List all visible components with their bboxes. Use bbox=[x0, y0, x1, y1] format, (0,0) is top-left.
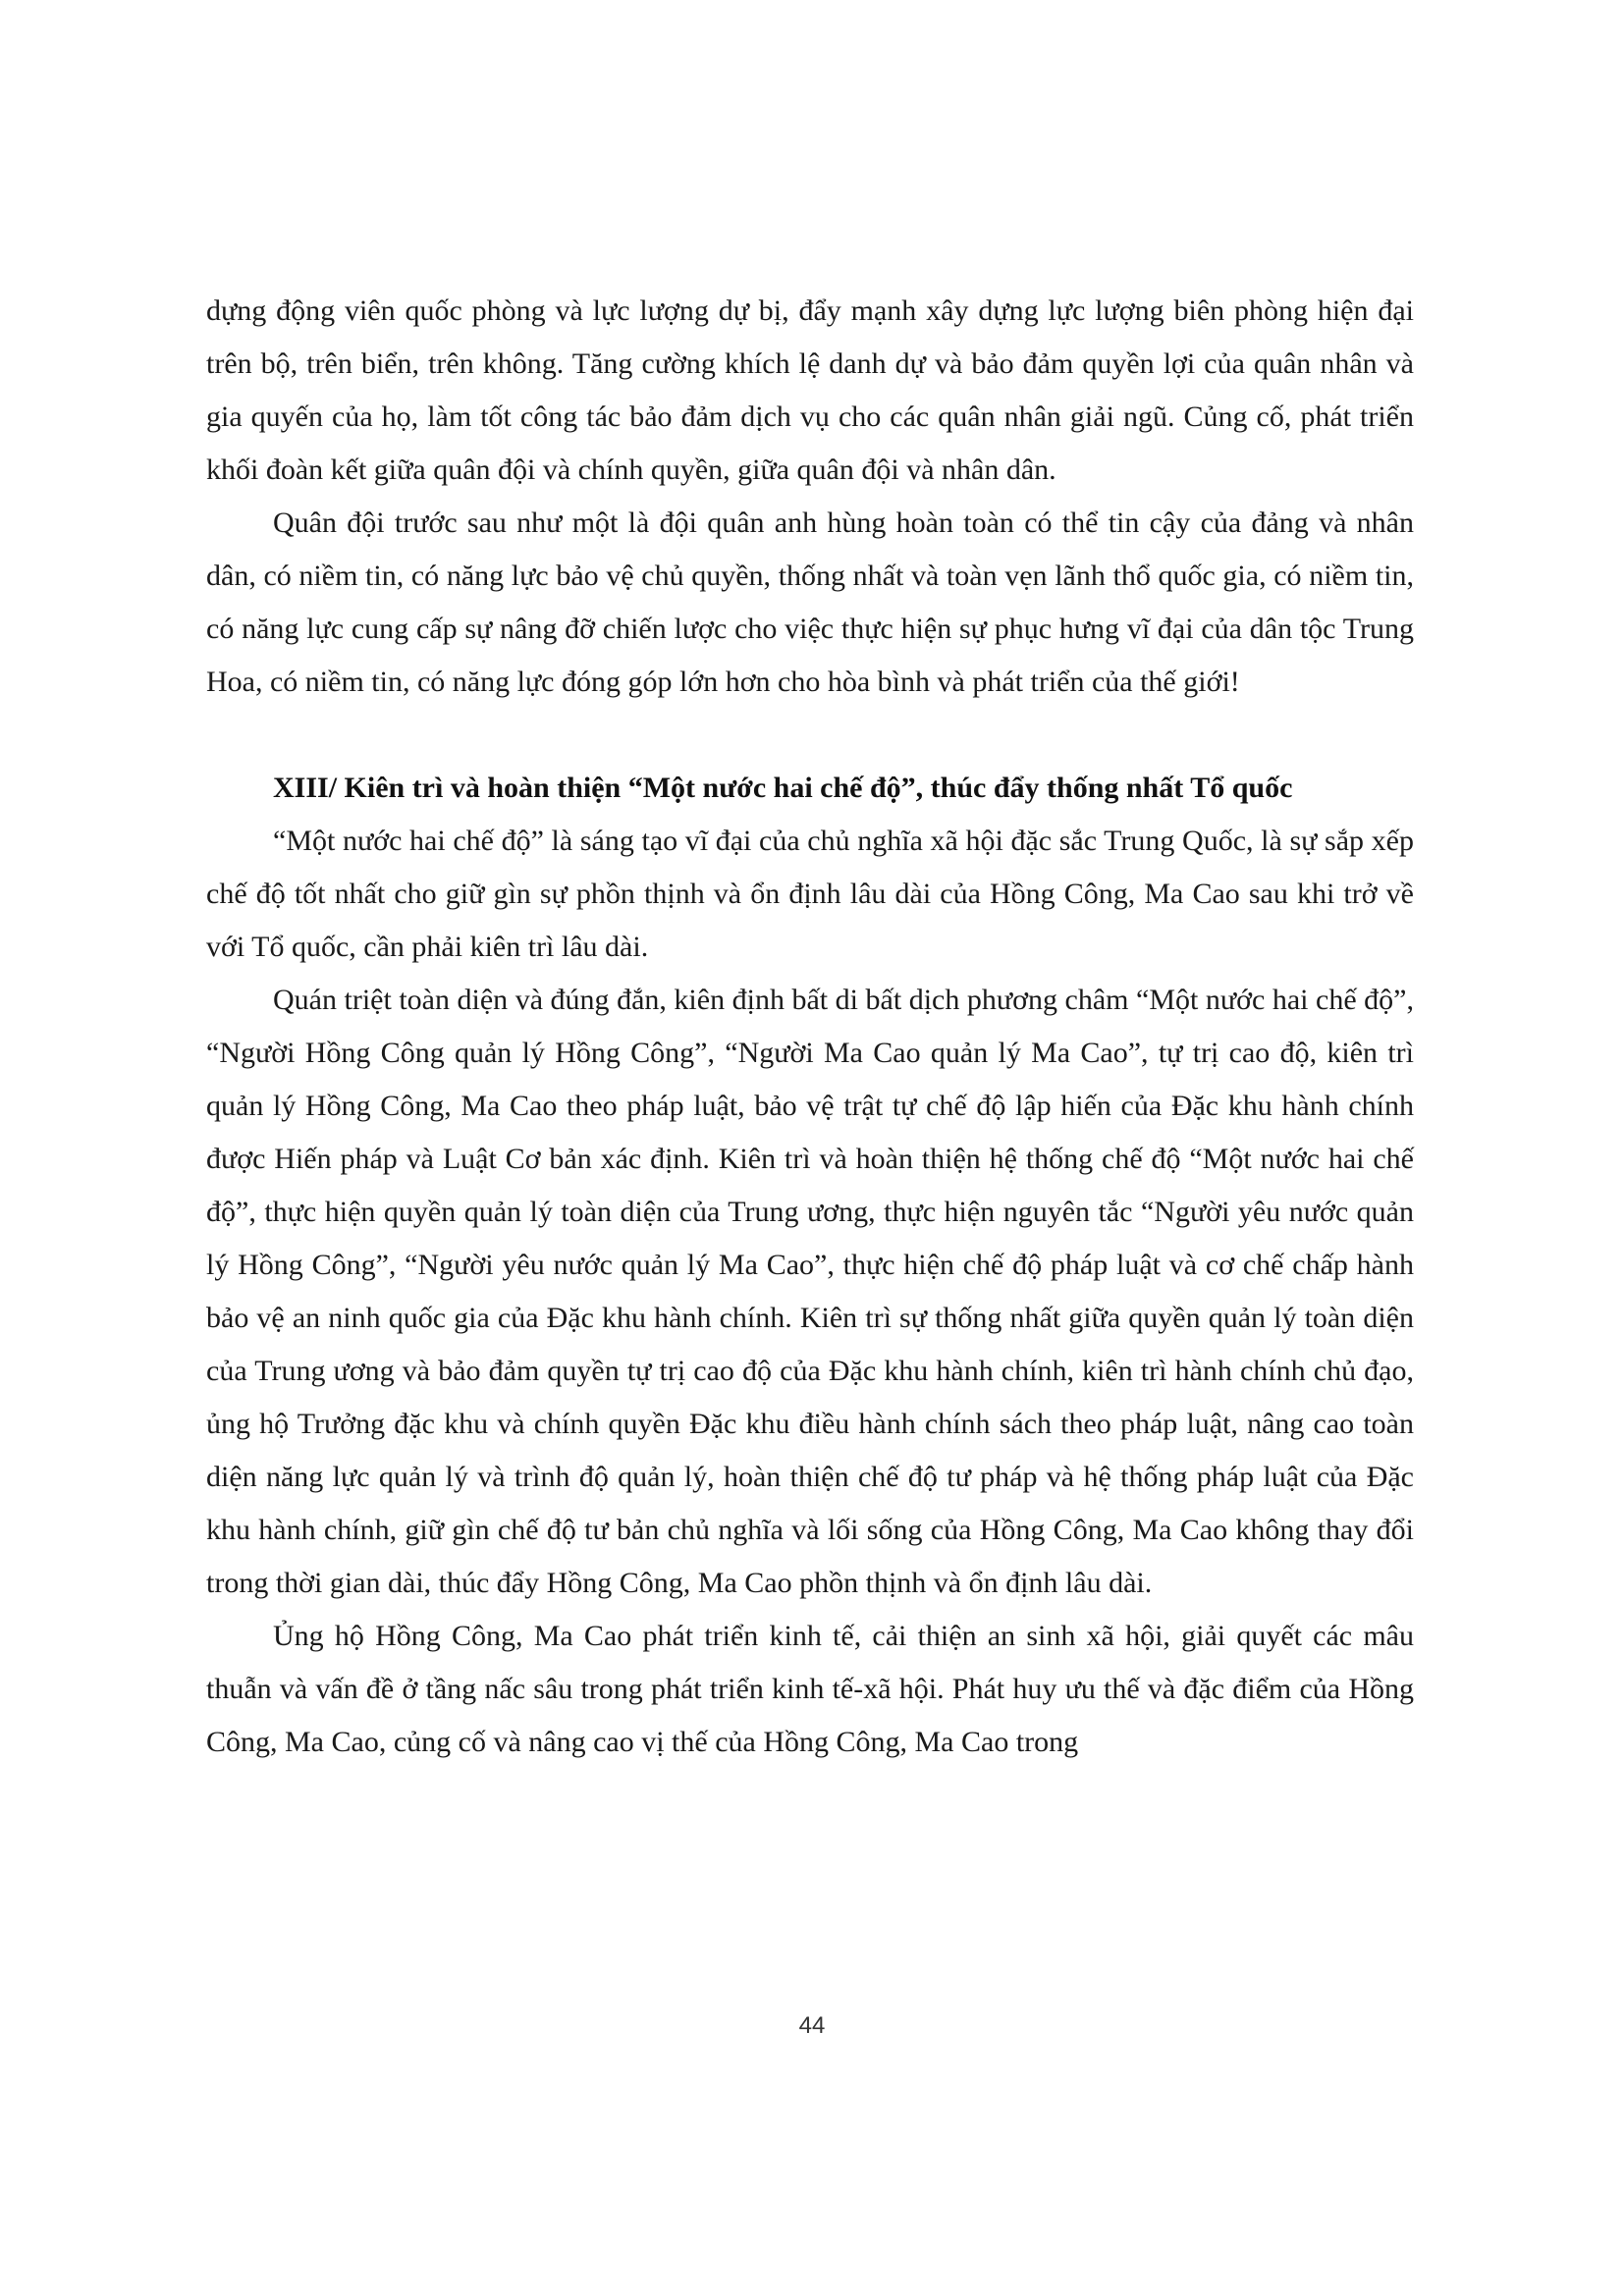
paragraph-continuation: dựng động viên quốc phòng và lực lượng dự bị, đẩy mạnh xây dựng lực lượng biên phòng hiện đại trên bộ, trên biển, trên không. Tăng cường khích lệ danh dự và bảo đảm quyền lợi của quân nhân và gia quyến của họ, làm tốt công tác bảo đảm dịch vụ cho các quân nhân giải ngũ. Củng cố, phát triển khối đoàn kết giữa quân đội và chính quyền, giữa quân đội và nhân dân. bbox=[206, 294, 1414, 486]
paragraph: Ủng hộ Hồng Công, Ma Cao phát triển kinh tế, cải thiện an sinh xã hội, giải quyết các mâu thuẫn và vấn đề ở tầng nấc sâu trong phát triển kinh tế-xã hội. Phát huy ưu thế và đặc điểm của Hồng Công, Ma Cao, củng cố và nâng cao vị thế của Hồng Công, Ma Cao trong bbox=[206, 1620, 1414, 1758]
paragraph: Quân đội trước sau như một là đội quân anh hùng hoàn toàn có thể tin cậy của đảng và nhân dân, có niềm tin, có năng lực bảo vệ chủ quyền, thống nhất và toàn vẹn lãnh thổ quốc gia, có niềm tin, có năng lực cung cấp sự nâng đỡ chiến lược cho việc thực hiện sự phục hưng vĩ đại của dân tộc Trung Hoa, có niềm tin, có năng lực đóng góp lớn hơn cho hòa bình và phát triển của thế giới! bbox=[206, 507, 1414, 698]
paragraph: “Một nước hai chế độ” là sáng tạo vĩ đại của chủ nghĩa xã hội đặc sắc Trung Quốc, là sự sắp xếp chế độ tốt nhất cho giữ gìn sự phồn thịnh và ổn định lâu dài của Hồng Công, Ma Cao sau khi trở về với Tổ quốc, cần phải kiên trì lâu dài. bbox=[206, 825, 1414, 963]
paragraph: Quán triệt toàn diện và đúng đắn, kiên định bất di bất dịch phương châm “Một nước hai chế độ”, “Người Hồng Công quản lý Hồng Công”, “Người Ma Cao quản lý Ma Cao”, tự trị cao độ, kiên trì quản lý Hồng Công, Ma Cao theo pháp luật, bảo vệ trật tự chế độ lập hiến của Đặc khu hành chính được Hiến pháp và Luật Cơ bản xác định. Kiên trì và hoàn thiện hệ thống chế độ “Một nước hai chế độ”, thực hiện quyền quản lý toàn diện của Trung ương, thực hiện nguyên tắc “Người yêu nước quản lý Hồng Công”, “Người yêu nước quản lý Ma Cao”, thực hiện chế độ pháp luật và cơ chế chấp hành bảo vệ an ninh quốc gia của Đặc khu hành chính. Kiên trì sự thống nhất giữa quyền quản lý toàn diện của Trung ương và bảo đảm quyền tự trị cao độ của Đặc khu hành chính, kiên trì hành chính chủ đạo, ủng hộ Trưởng đặc khu và chính quyền Đặc khu điều hành chính sách theo pháp luật, nâng cao toàn diện năng lực quản lý và trình độ quản lý, hoàn thiện chế độ tư pháp và hệ thống pháp luật của Đặc khu hành chính, giữ gìn chế độ tư bản chủ nghĩa và lối sống của Hồng Công, Ma Cao không thay đổi trong thời gian dài, thúc đẩy Hồng Công, Ma Cao phồn thịnh và ổn định lâu dài. bbox=[206, 984, 1414, 1599]
body-text bbox=[206, 285, 1414, 1769]
section-heading: XIII/ Kiên trì và hoàn thiện “Một nước hai chế độ”, thúc đẩy thống nhất Tổ quốc bbox=[273, 772, 1293, 804]
page-number: 44 bbox=[798, 2012, 826, 2039]
